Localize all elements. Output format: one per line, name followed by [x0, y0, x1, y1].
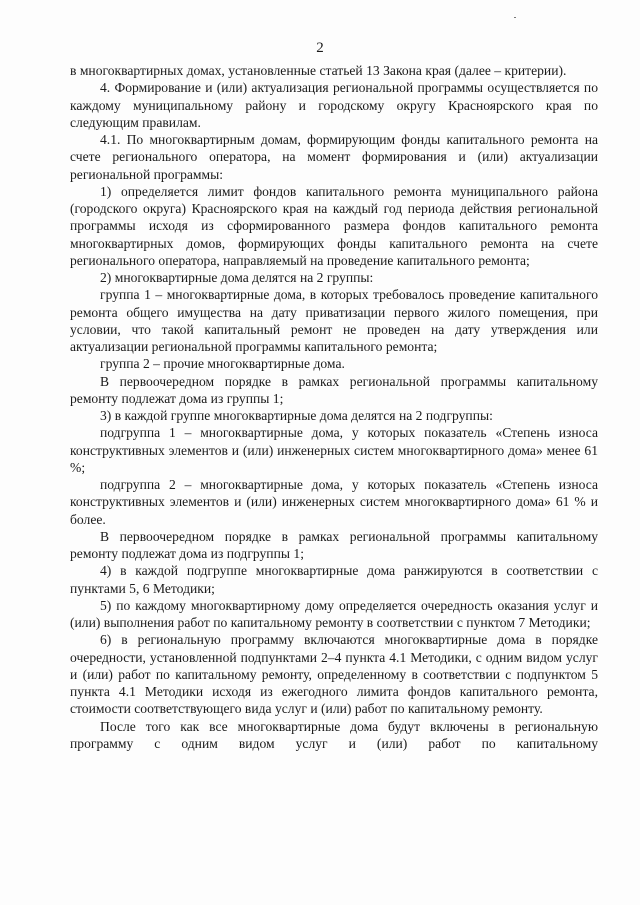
paragraph-criteria-continuation: в многоквартирных домах, установленные статьей 13 Закона края (далее – критерии).	[70, 63, 567, 78]
paragraph-group-priority: В первоочередном порядке в рамках региональной программы капитальному ремонту подлежат дома из группы 1;	[70, 373, 598, 406]
paragraph-group-2: группа 2 – прочие многоквартирные дома.	[100, 356, 345, 372]
page-body	[70, 62, 598, 752]
paragraph-subgroup-priority: В первоочередном порядке в рамках региональной программы капитальному ремонту подлежат дома из подгруппы 1;	[70, 528, 598, 561]
paragraph-continues-next-page: После того как все многоквартирные дома будут включены в региональную программу с одним видом услуг и (или) работ по капитальному	[70, 718, 598, 751]
paragraph-subitem-5: 5) по каждому многоквартирному дому определяется очередность оказания услуг и (или) выполнения работ по капитальному ремонту в соответствии с пунктом 7 Методики;	[70, 597, 598, 630]
paragraph-subitem-1: 1) определяется лимит фондов капитального ремонта муниципального района (городского округа) Красноярского края на каждый год периода действия региональной программы исходя из сформированного размера фондов капитального ремонта многоквартирных домов, формирующих фонды капитального ремонта на счете регионального оператора, направляемый на проведение капитального ремонта;	[70, 183, 598, 268]
paragraph-subgroup-1: подгруппа 1 – многоквартирные дома, у которых показатель «Степень износа конструктивных элементов и (или) инженерных систем многоквартирного дома» менее 61 %;	[70, 425, 598, 475]
paragraph-subitem-6: 6) в региональную программу включаются многоквартирные дома в порядке очередности, установленной подпунктами 2–4 пункта 4.1 Методики, с одним видом услуг и (или) работ по капитальному ремонту, определенному в соответствии с подпунктом 5 пункта 4.1 Методики исходя из ежегодного лимита фондов капитального ремонта, стоимости соответствующего вида услуг и (или) работ по капитальному ремонту.	[70, 632, 598, 717]
paragraph-subitem-2: 2) многоквартирные дома делятся на 2 группы:	[100, 270, 374, 285]
paragraph-subgroup-2: подгруппа 2 – многоквартирные дома, у которых показатель «Степень износа конструктивных элементов и (или) инженерных систем многоквартирного дома» 61 % и более.	[70, 477, 598, 527]
paragraph-item-4-1: 4.1. По многоквартирным домам, формирующим фонды капитального ремонта на счете регионального оператора, на момент формирования и (или) актуализации региональной программы:	[70, 132, 598, 182]
page-number: 2	[316, 40, 324, 56]
paragraph-subitem-4: 4) в каждой подгруппе многоквартирные дома ранжируются в соответствии с пунктами 5, 6 Методики;	[70, 563, 598, 596]
paragraph-subitem-3: 3) в каждой группе многоквартирные дома делятся на 2 подгруппы:	[100, 408, 493, 423]
scan-speck	[514, 17, 516, 18]
paragraph-group-1: группа 1 – многоквартирные дома, в которых требовалось проведение капитального ремонта общего имущества на дату приватизации первого жилого помещения, при условии, что такой капитальный ремонт не проведен на дату утверждения или актуализации региональной программы капитального ремонта;	[70, 287, 598, 354]
paragraph-item-4: 4. Формирование и (или) актуализация региональной программы осуществляется по каждому муниципальному району и городскому округу Красноярского края по следующим правилам.	[70, 80, 598, 130]
